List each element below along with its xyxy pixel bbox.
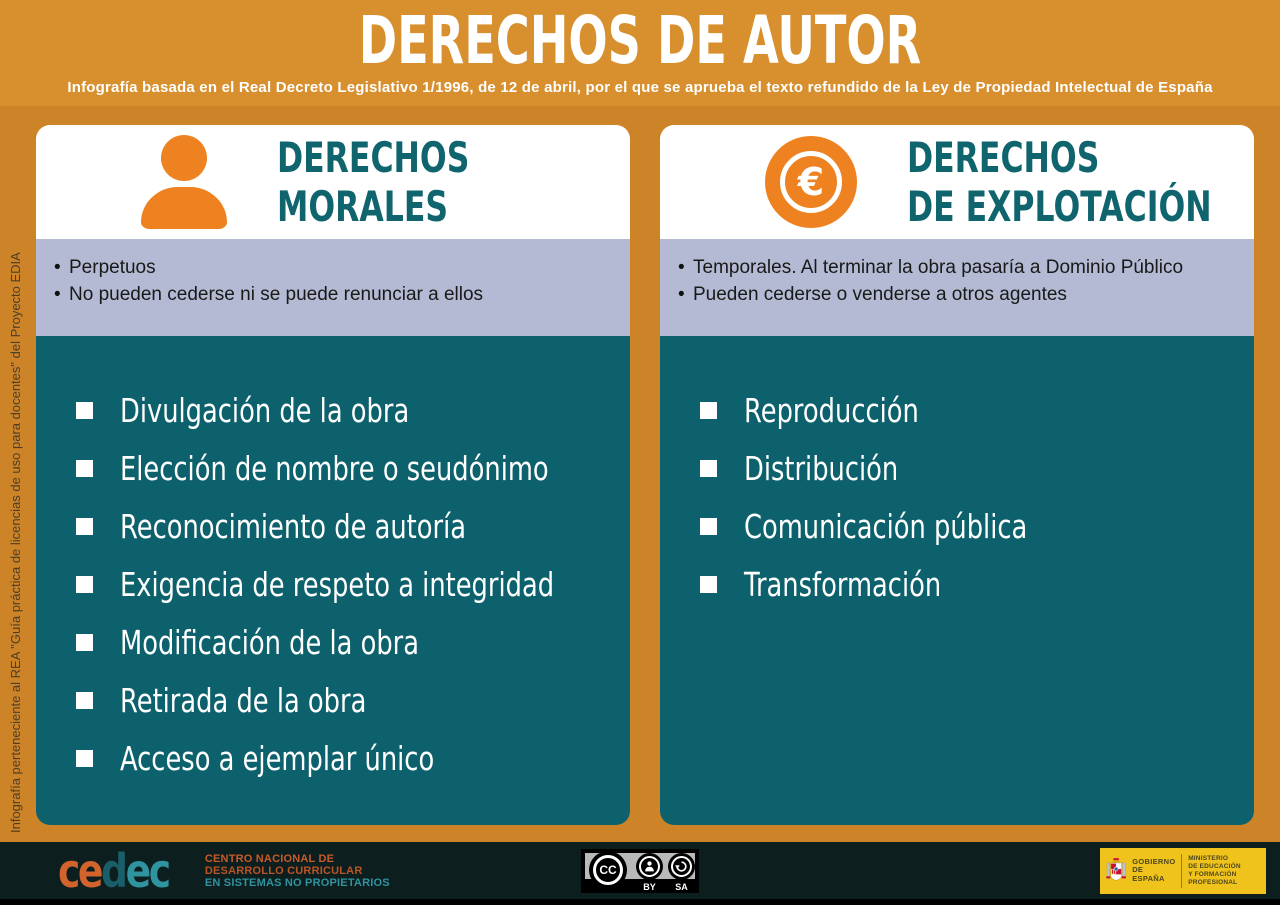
list-item: Retirada de la obra <box>76 671 622 729</box>
gov-divider <box>1181 854 1182 888</box>
gobierno-espana-logo <box>1100 848 1266 894</box>
share-alike-glyph <box>675 860 688 873</box>
attribution-icon <box>636 853 663 880</box>
ministerio-text: MINISTERIO DE EDUCACIÓN Y FORMACIÓN PROFESIONAL <box>1188 854 1241 886</box>
card-morales-list <box>36 336 630 825</box>
header <box>0 0 1280 106</box>
user-icon-head <box>161 135 207 181</box>
property-item: • No pueden cederse ni se puede renunciar a ellos <box>54 281 616 308</box>
euro-symbol: € <box>780 151 842 213</box>
cedec-logo <box>58 843 390 898</box>
list-item: Modificación de la obra <box>76 613 622 671</box>
property-item: • Pueden cederse o venderse a otros agentes <box>678 281 1240 308</box>
sa-label: SA <box>675 881 688 892</box>
list-item: Exigencia de respeto a integridad <box>76 555 622 613</box>
euro-coin-icon <box>765 136 857 228</box>
cc-by-sa-badge <box>581 849 699 893</box>
cedec-wordmark: cedec <box>58 843 169 898</box>
list-item: Transformación <box>700 555 1246 613</box>
list-item: Divulgación de la obra <box>76 381 622 439</box>
property-item: • Temporales. Al terminar la obra pasaría a Dominio Público <box>678 254 1240 281</box>
card-morales-header <box>36 125 630 239</box>
page-subtitle: Infografía basada en el Real Decreto Legislativo 1/1996, de 12 de abril, por el que se aprueba el texto refundido de la Ley de Propiedad Intelectual de España <box>67 79 1213 96</box>
card-explotacion-list <box>660 336 1254 825</box>
person-glyph <box>643 860 656 873</box>
user-icon <box>141 135 227 229</box>
share-alike-icon <box>668 853 695 880</box>
by-label: BY <box>643 881 656 892</box>
list-item: Distribución <box>700 439 1246 497</box>
card-explotacion-title: DERECHOS DE EXPLOTACIÓN <box>907 133 1212 231</box>
page-title: DERECHOS DE AUTOR <box>358 2 922 79</box>
property-item: • Perpetuos <box>54 254 616 281</box>
footer <box>0 842 1280 905</box>
card-explotacion-properties <box>660 239 1254 336</box>
side-note: Infografía perteneciente al REA "Guía práctica de licencias de uso para docentes" del Proyecto EDIA <box>8 252 23 833</box>
list-item: Acceso a ejemplar único <box>76 729 622 787</box>
cc-icon: CC <box>589 851 627 889</box>
coat-of-arms-icon <box>1106 853 1126 889</box>
card-morales-title: DERECHOS MORALES <box>277 133 470 231</box>
list-item: Reconocimiento de autoría <box>76 497 622 555</box>
list-item: Reproducción <box>700 381 1246 439</box>
card-derechos-explotacion <box>660 125 1254 825</box>
cards-container <box>36 125 1254 825</box>
card-morales-properties <box>36 239 630 336</box>
card-derechos-morales <box>36 125 630 825</box>
list-item: Comunicación pública <box>700 497 1246 555</box>
user-icon-torso <box>141 187 227 229</box>
gobierno-text: GOBIERNO DE ESPAÑA <box>1132 856 1176 883</box>
list-item: Elección de nombre o seudónimo <box>76 439 622 497</box>
cedec-tagline: CENTRO NACIONAL DE DESARROLLO CURRICULAR EN SISTEMAS NO PROPIETARIOS <box>204 852 390 889</box>
card-explotacion-header <box>660 125 1254 239</box>
